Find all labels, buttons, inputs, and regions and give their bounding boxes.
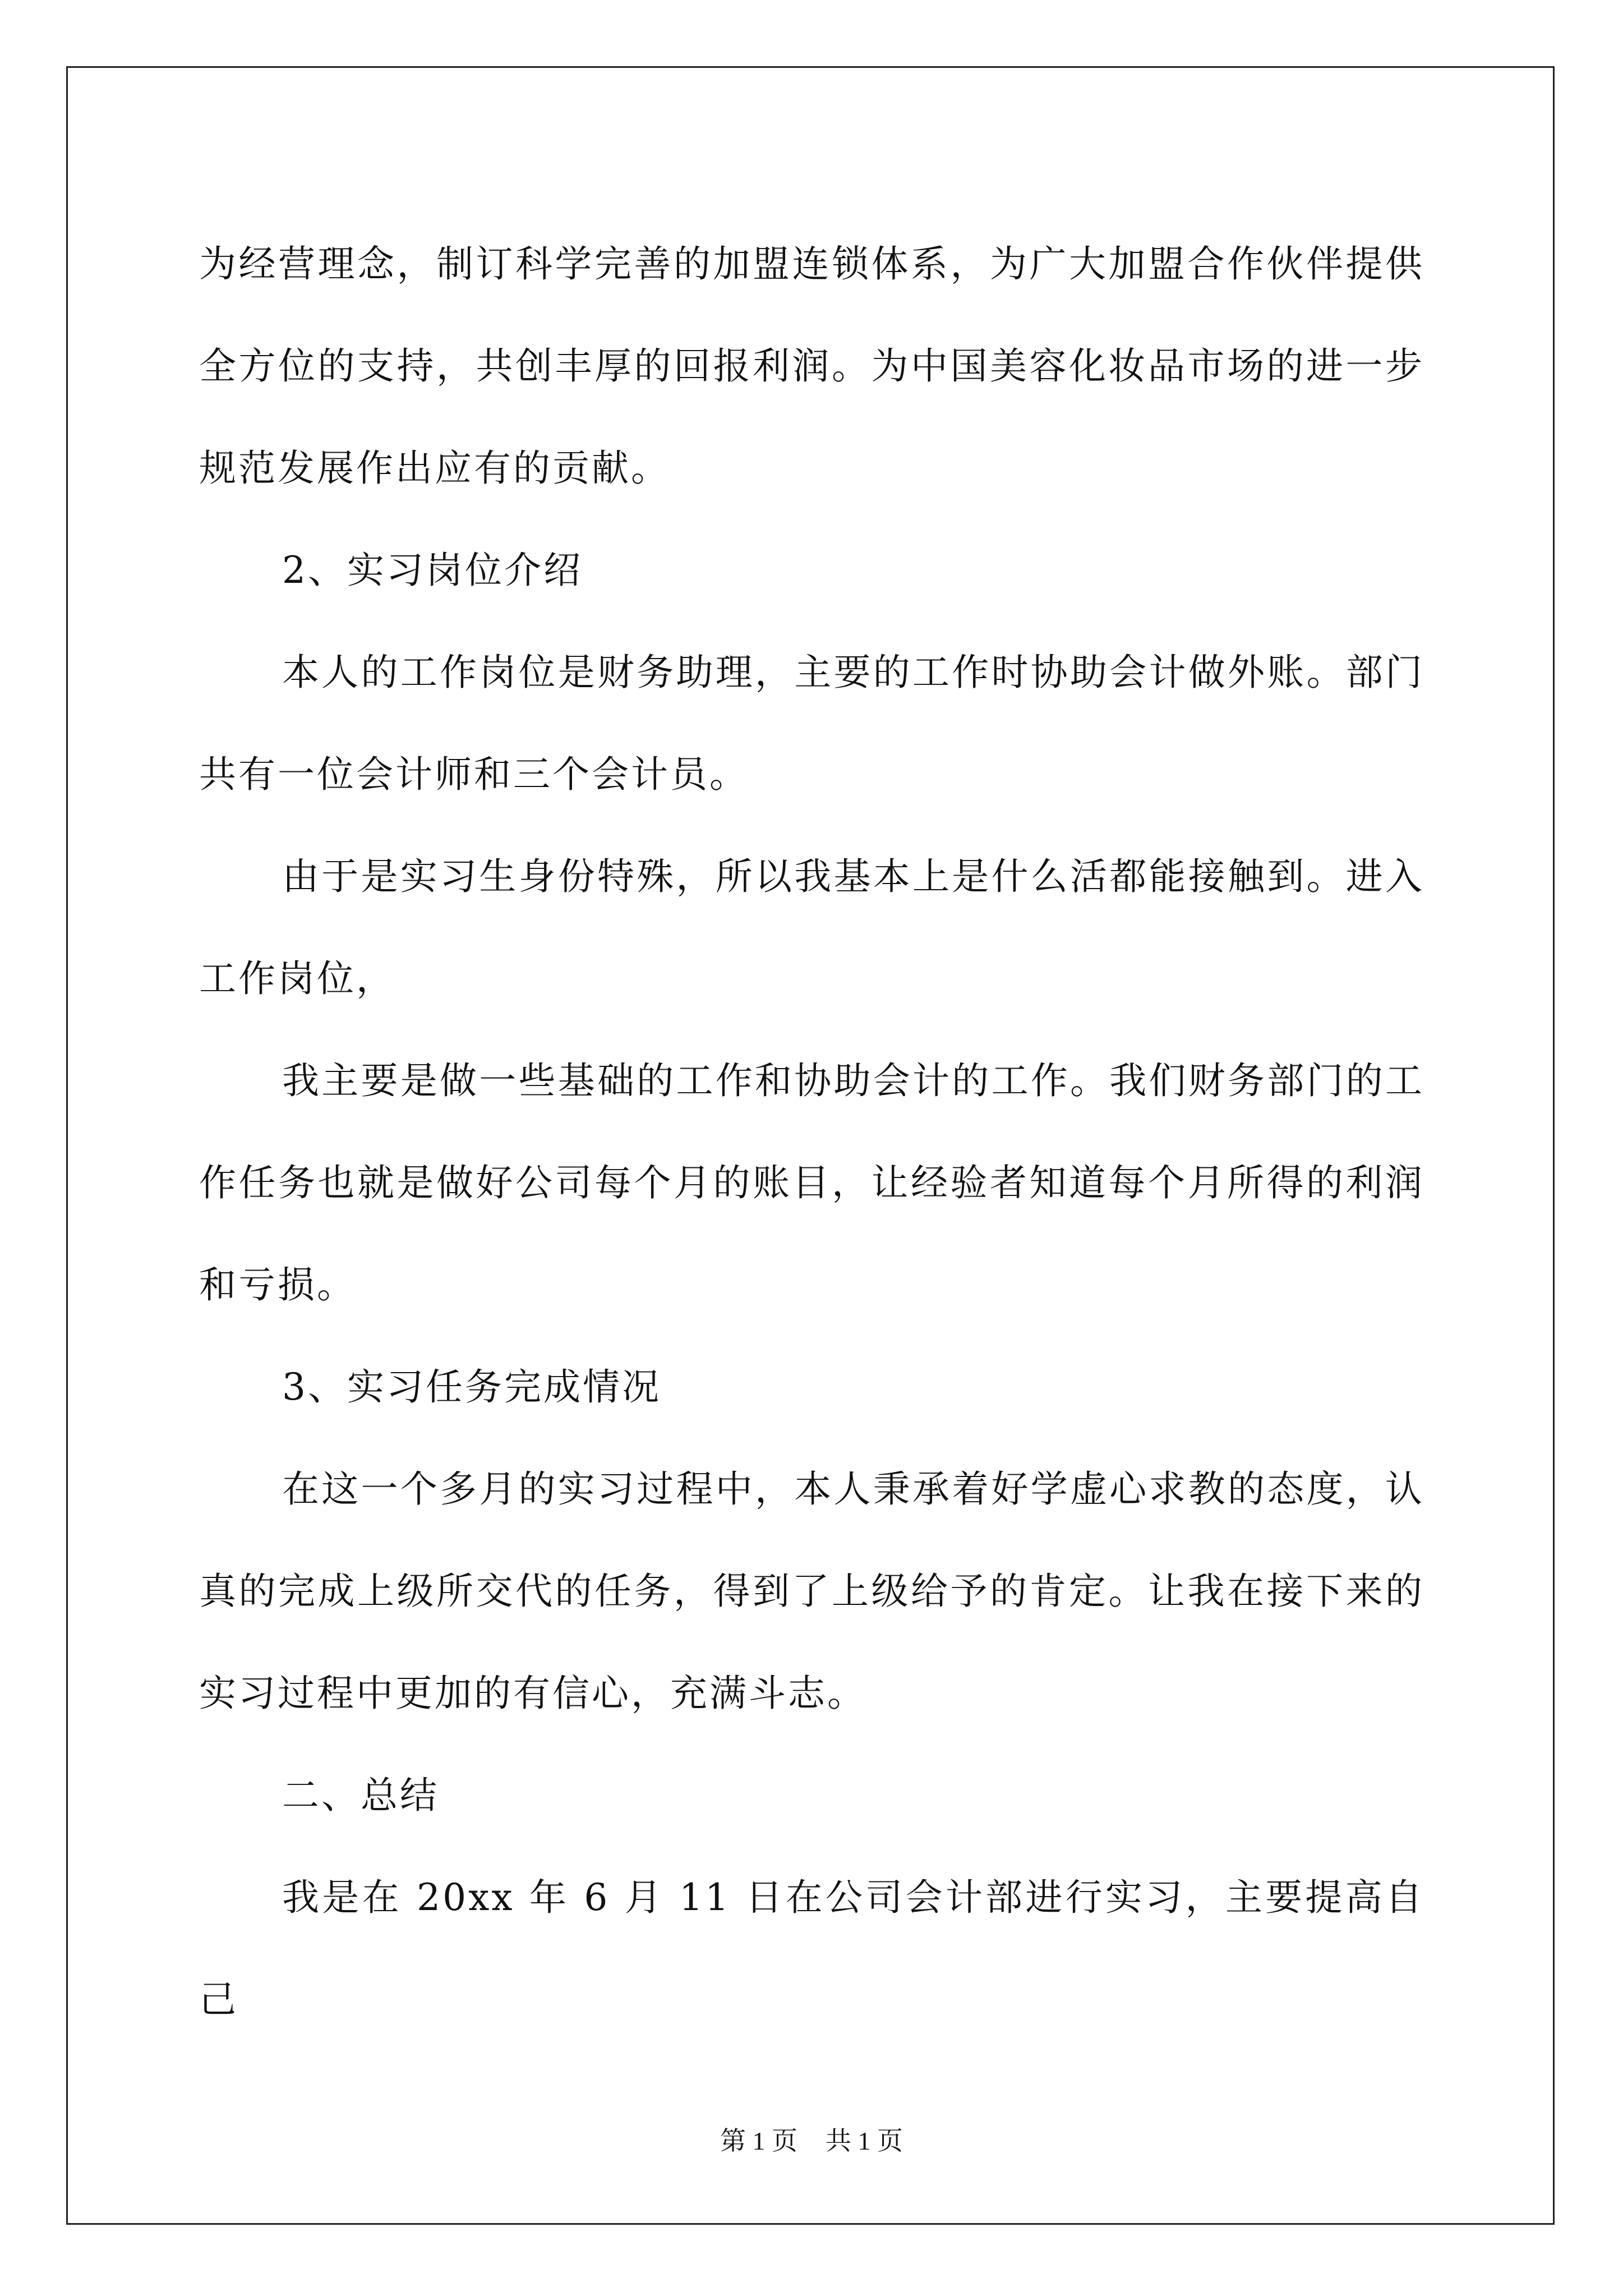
section-heading-task-completion: 3、实习任务完成情况 <box>282 1365 661 1409</box>
paragraph-6: 我是在 20xx 年 6 月 11 日在公司会计部进行实习，主要提高自己 <box>199 1876 1424 2021</box>
paragraph-1: 为经营理念，制订科学完善的加盟连锁体系，为广大加盟合作伙伴提供全方位的支持，共创丰厚的回报利润。为中国美容化妆品市场的进一步规范发展作出应有的贡献。 <box>199 242 1424 490</box>
section-heading-summary: 二、总结 <box>282 1774 439 1817</box>
page-footer <box>0 2120 1623 2157</box>
section-heading-internship-position: 2、实习岗位介绍 <box>282 549 583 592</box>
document-body <box>199 213 1424 2051</box>
page-total: 共 1 页 <box>826 2127 903 2155</box>
page-number: 第 1 页 <box>720 2127 797 2155</box>
paragraph-5: 在这一个多月的实习过程中，本人秉承着好学虚心求教的态度，认真的完成上级所交代的任务，得到了上级给予的肯定。让我在接下来的实习过程中更加的有信心，充满斗志。 <box>199 1467 1424 1715</box>
paragraph-3: 由于是实习生身份特殊，所以我基本上是什么活都能接触到。进入工作岗位， <box>199 855 1424 1000</box>
paragraph-2: 本人的工作岗位是财务助理，主要的工作时协助会计做外账。部门共有一位会计师和三个会计员。 <box>199 651 1424 796</box>
paragraph-4: 我主要是做一些基础的工作和协助会计的工作。我们财务部门的工作任务也就是做好公司每个月的账目，让经验者知道每个月所得的利润和亏损。 <box>199 1059 1424 1306</box>
